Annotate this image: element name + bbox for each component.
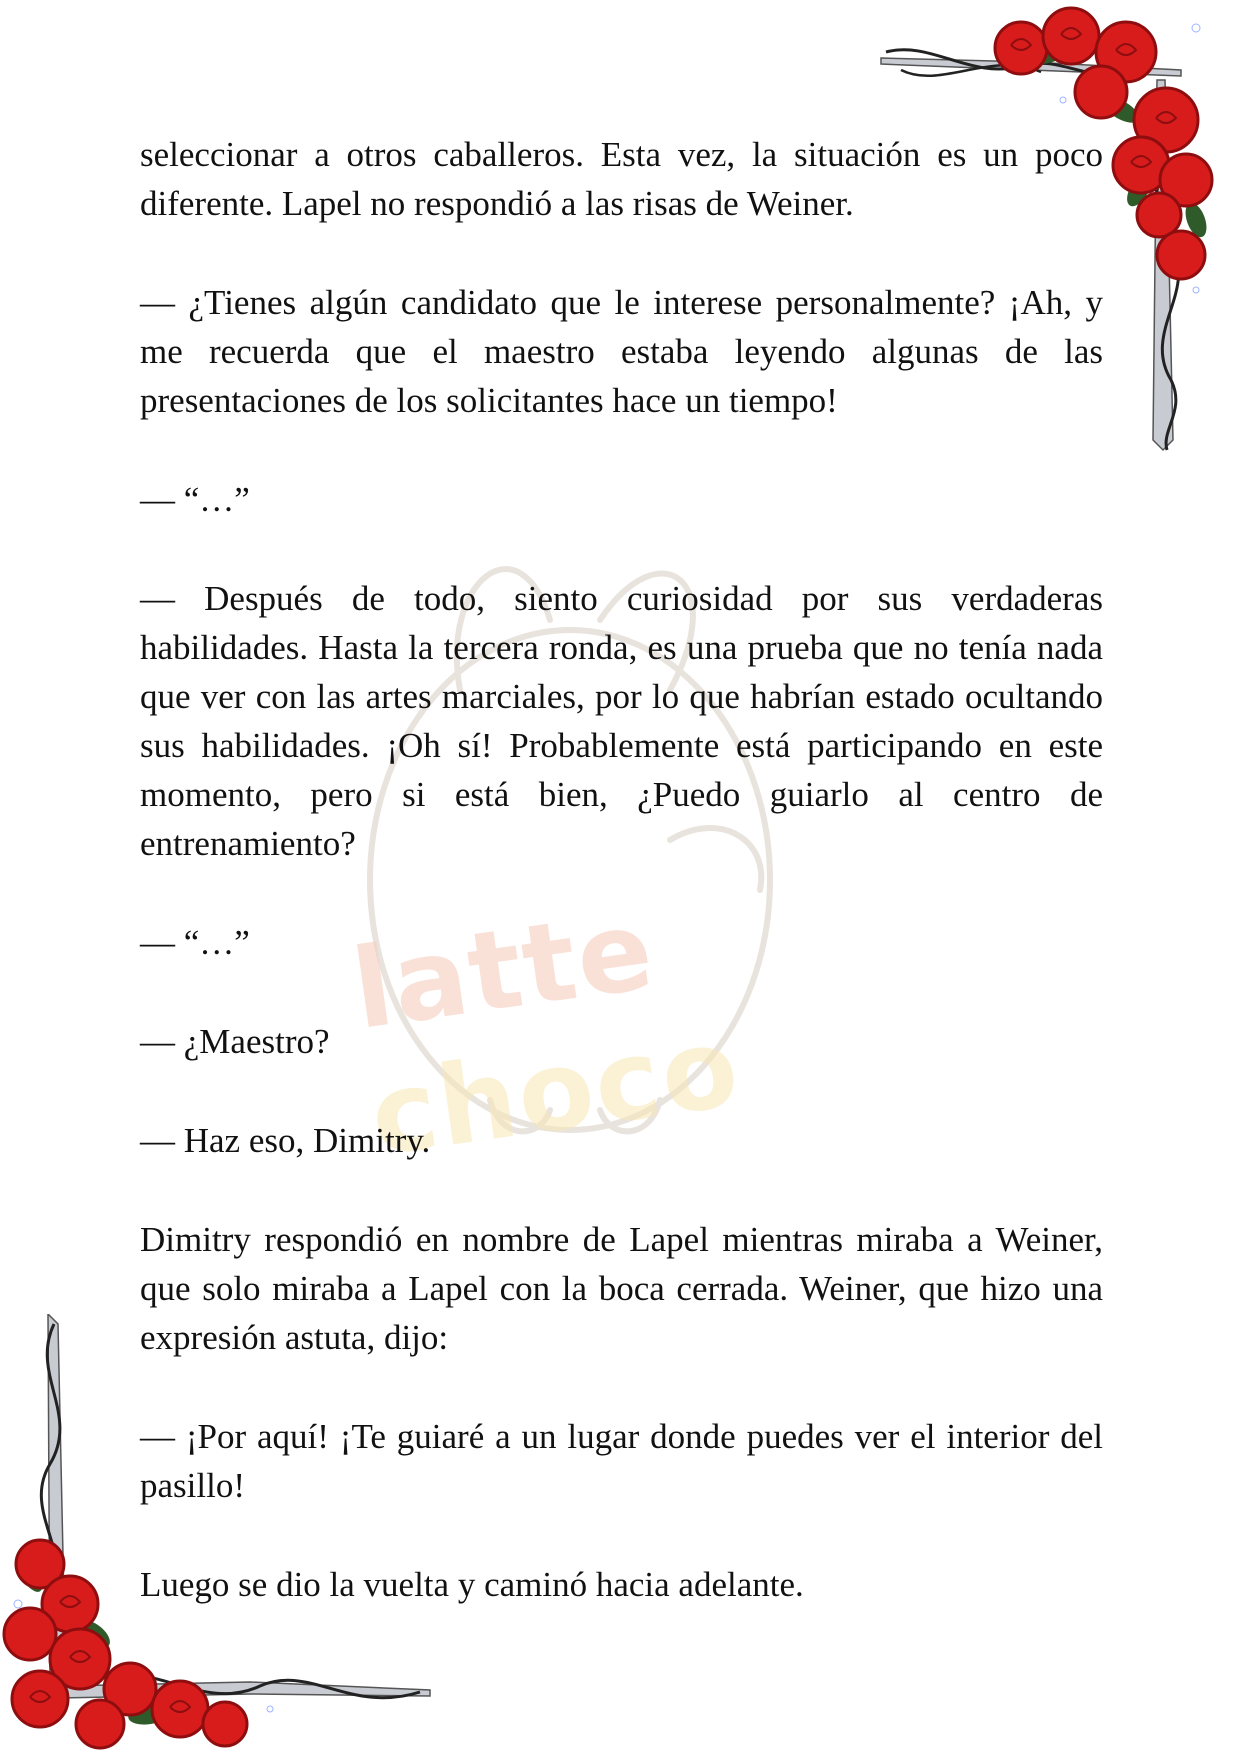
paragraph-2: — ¿Tienes algún candidato que le interese personalmente? ¡Ah, y me recuerda que el maestro estaba leyendo algunas de las presentaciones de los solicitantes hace un tiempo! [140,283,1103,420]
paragraph-4: — Después de todo, siento curiosidad por sus verdaderas habilidades. Hasta la tercera ronda, es una prueba que no tenía nada que ver con las artes marciales, por lo que habrían estado ocultando sus habilidades. ¡Oh sí! Probablemente está participando en este momento, pero si está bien, ¿Puedo guiarlo al centro de entrenamiento? [140,579,1103,863]
watermark-choco: choco [363,1002,748,1181]
paragraph-5: — “…” [140,923,250,962]
watermark-latte: latte [345,885,662,1054]
paragraph-3: — “…” [140,480,250,519]
paragraph-1: seleccionar a otros caballeros. Esta vez, la situación es un poco diferente. Lapel no respondió a las risas de Weiner. [140,135,1103,223]
paragraph-9: — ¡Por aquí! ¡Te guiaré a un lugar donde puedes ver el interior del pasillo! [140,1417,1103,1505]
paragraph-6: — ¿Maestro? [140,1022,330,1061]
paragraph-8: Dimitry respondió en nombre de Lapel mientras miraba a Weiner, que solo miraba a Lapel con la boca cerrada. Weiner, que hizo una expresión astuta, dijo: [140,1220,1103,1357]
story-text [140,130,1103,1609]
paragraph-10: Luego se dio la vuelta y caminó hacia adelante. [140,1565,804,1604]
paragraph-7: — Haz eso, Dimitry. [140,1121,431,1160]
